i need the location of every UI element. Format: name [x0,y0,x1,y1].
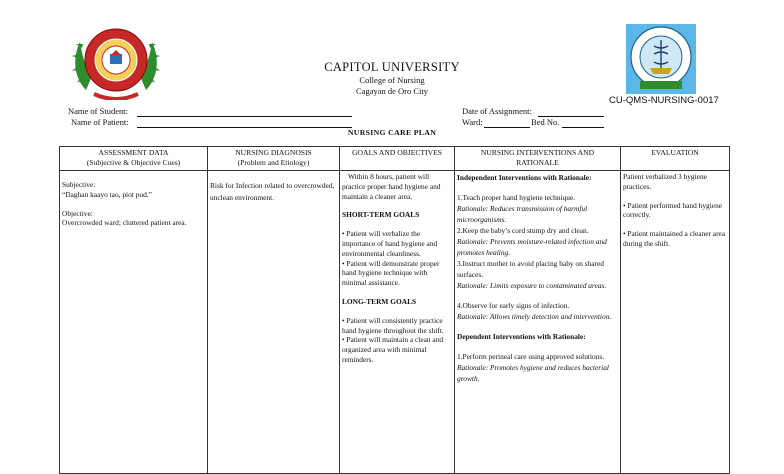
intervention-item: 1.Teach proper hand hygiene technique. [457,193,576,202]
subjective-label: Subjective: [62,180,96,189]
city-name: Cagayan de Oro City [356,86,428,96]
intervention-item: 4.Observe for early signs of infection. [457,301,570,310]
rationale-item: Rationale: Limits exposure to contaminated areas. [457,281,607,290]
rationale-item: Rationale: Prevents moisture-related infection and promotes healing. [457,237,607,257]
assessment-cell [60,171,208,474]
goals-intro: Within 8 hours, patient will practice proper hand hygiene and maintain a cleaner area. [342,172,441,201]
intervention-item: 3.Instruct mother to avoid placing baby on shared surfaces. [457,259,604,279]
independent-title: Independent Interventions with Rationale: [457,173,592,182]
goals-cell [340,171,455,474]
page-title: NURSING CARE PLAN [347,128,437,137]
date-label: Date of Assignment: [462,106,532,116]
objective-text: Overcrowded ward; cluttered patient area. [62,218,187,228]
header-evaluation: EVALUATION [621,147,730,171]
subjective-text: “Daghan kaayo tao, piot pud.” [62,189,152,199]
dependent-title: Dependent Interventions with Rationale: [457,332,586,341]
college-name: College of Nursing [359,75,425,85]
short-term-goal: • Patient will verbalize the importance of hand hygiene and environmental cleanliness. [342,229,438,258]
evaluation-item: Patient verbalized 3 hygiene practices. [623,172,707,191]
intervention-item: 1.Perform perineal care using approved solutions. [457,352,605,361]
long-term-goal: • Patient will consistently practice hand hygiene throughout the shift. [342,315,444,335]
short-term-title: SHORT-TERM GOALS [342,210,420,220]
diagnosis-text: Risk for Infection related to overcrowded, unclean environment. [210,181,335,202]
long-term-title: LONG-TERM GOALS [342,296,417,306]
student-name-field[interactable] [137,116,352,117]
diagnosis-cell [208,171,340,474]
patient-label: Name of Patient: [71,117,129,127]
university-name: CAPITOL UNIVERSITY [324,60,460,74]
evaluation-cell [621,171,730,474]
objective-label: Objective: [62,208,93,218]
intervention-item: 2.Keep the baby’s cord stump dry and clean. [457,226,589,235]
rationale-item: Rationale: Promotes hygiene and reduces bacterial growth. [457,363,609,383]
evaluation-item: • Patient performed hand hygiene correctly. [623,200,723,220]
student-label: Name of Student: [68,106,128,116]
rationale-item: Rationale: Reduces transmission of harmful microorganisms. [457,204,588,224]
header-diagnosis: NURSING DIAGNOSIS (Problem and Etiology) [208,147,340,171]
short-term-goal: • Patient will demonstrate proper hand hygiene technique with minimal assistance. [342,258,440,288]
interventions-cell [455,171,621,474]
bed-label: Bed No. [531,117,560,127]
header-interventions: NURSING INTERVENTIONS AND RATIONALE [455,147,621,171]
header-goals: GOALS AND OBJECTIVES [340,147,455,171]
care-plan-table [59,146,730,474]
long-term-goal: • Patient will maintain a clean and organized area with minimal reminders. [342,335,444,364]
rationale-item: Rationale: Allows timely detection and intervention. [457,312,612,321]
header-assessment: ASSESSMENT DATA (Subjective & Objective Cues) [60,147,208,171]
ward-label: Ward: [462,117,483,127]
evaluation-item: • Patient maintained a cleaner area during the shift. [623,229,726,248]
form-code: CU-QMS-NURSING-0017 [609,95,719,106]
